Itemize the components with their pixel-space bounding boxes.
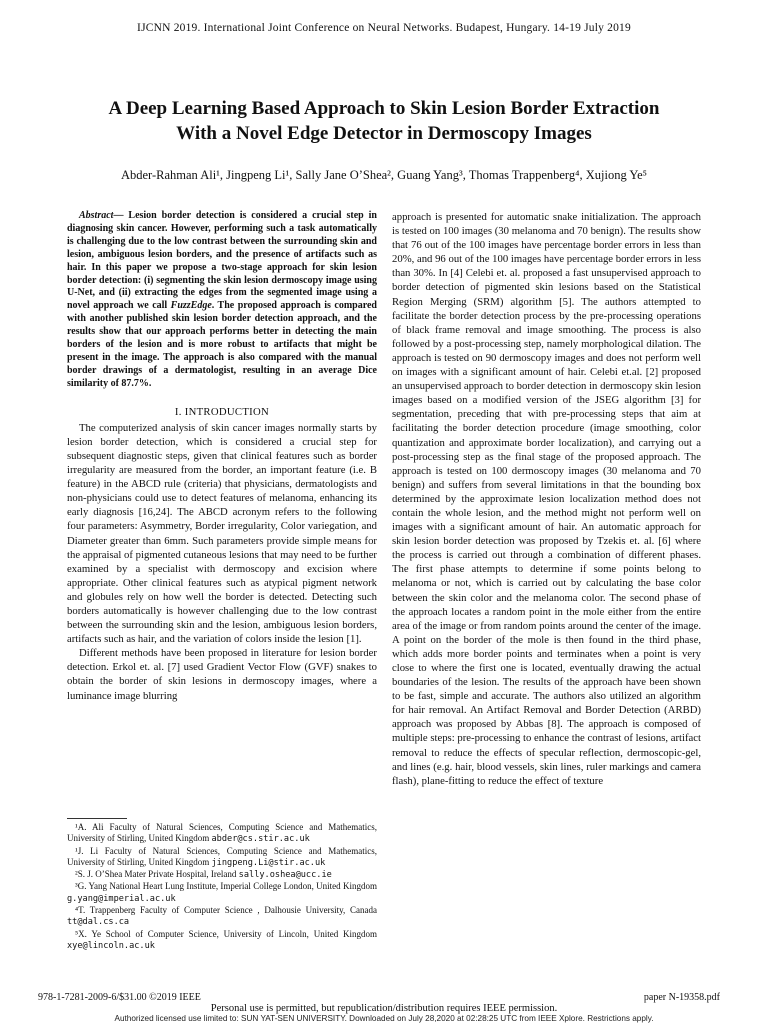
- email-link[interactable]: xye@lincoln.ac.uk: [67, 940, 155, 951]
- abstract-dash: —: [113, 210, 124, 221]
- footnote-rule: [67, 818, 127, 819]
- author-list: Abder-Rahman Ali¹, Jingpeng Li¹, Sally Jane O’Shea², Guang Yang³, Thomas Trappenberg⁴, Xujiong Ye⁵: [120, 168, 648, 182]
- footnote: ²S. J. O’Shea Mater Private Hospital, Ireland sally.oshea@ucc.ie: [75, 869, 332, 881]
- footnote: ⁴T. Trappenberg Faculty of Computer Science , Dalhousie University, Canada tt@dal.cs.ca: [67, 905, 377, 928]
- abstract-fuzzedge: FuzzEdge: [170, 300, 212, 312]
- abstract-text-1: Lesion border detection is considered a crucial step in diagnosing skin cancer. However, performing such a task automatically is challenging due to the low contrast between the surrounding skin and lesion, ambiguous lesion borders, and the presence of artifacts such as hair. In this paper we propose a two-stage approach for skin lesion border detection: (i) segmenting the skin lesion dermoscopy image using U-Net, and (ii) extracting the edges from the segmented image using a novel approach we call: [67, 210, 377, 312]
- right-column: [392, 210, 701, 788]
- footnote: ⁵X. Ye School of Computer Science, University of Lincoln, United Kingdom xye@lincoln.ac.uk: [67, 928, 377, 951]
- title-line-1: A Deep Learning Based Approach to Skin Lesion Border Extraction: [108, 98, 660, 119]
- paper-number: paper N-19358.pdf: [643, 992, 720, 1003]
- authorized-use-notice: Authorized licensed use limited to: SUN YAT-SEN UNIVERSITY. Downloaded on July 28,2020 at 02:28:25 UTC from IEEE Xplore. Restrictions apply.: [114, 1014, 654, 1023]
- intro-paragraph-1: The computerized analysis of skin cancer images normally starts by lesion border detection, which is considered a crucial step for subsequent diagnostic steps, given that clinical features such as border irregularity are measured from the border, an important feature (i.e. B feature) in the ABCD rule (criteria) that physicians, dermatologists and non-physicians could use to detect features of melanoma, enhancing its early diagnosis [16,24]. The ABCD acronym refers to the following four parameters: Asymmetry, Border irregularity, Color variegation, and Diameter greater than 6mm. Such parameters provide simple means for the appraisal of pigmented cutaneous lesions that may need to be further examined by a specialist with dermoscopy and excision where appropriate. Other clinical features such as atypical pigment network and globules rely on how well the border is detected. Detecting such borders automatically is however challenging due to the low contrast between the surrounding skin and the lesion, ambiguous lesion borders, artifacts such as hair, and the variation of colors inside the lesion [1].: [67, 421, 377, 646]
- intro-paragraph-2: Different methods have been proposed in literature for lesion border detection. Erkol et. al. [7] used Gradient Vector Flow (GVF) snakes to obtain the border of skin lesions in dermoscopy images, where a luminance image blurring: [67, 647, 377, 702]
- footnotes: [67, 822, 377, 952]
- abstract: [67, 210, 377, 391]
- title-line-2: With a Novel Edge Detector in Dermoscopy Images: [176, 123, 592, 144]
- footnote: ³G. Yang National Heart Lung Institute, Imperial College London, United Kingdom g.yang@imperial.ac.uk: [67, 881, 377, 904]
- email-link[interactable]: abder@cs.stir.ac.uk: [211, 834, 310, 845]
- paper-title: [40, 96, 728, 146]
- email-link[interactable]: tt@dal.cs.ca: [67, 917, 130, 928]
- email-link[interactable]: g.yang@imperial.ac.uk: [67, 893, 176, 904]
- abstract-text-2: . The proposed approach is compared with another published skin lesion border detection approach, and the results show that our approach performs better in detecting the main borders of the lesion and is more robust to artifacts that might be present in the image. The approach is also compared with the manual border drawings of a dermatologist, resulting in an average Dice similarity of 87.7%.: [67, 300, 377, 389]
- abstract-label: Abstract: [79, 210, 114, 221]
- isbn-copyright: 978-1-7281-2009-6/$31.00 ©2019 IEEE: [38, 992, 201, 1003]
- right-column-text: approach is presented for automatic snake initialization. The approach is tested on 100 images (30 melanoma and 70 benign). The results show that 76 out of the 100 images have percentage border errors in less than 20%, and 96 out of the 100 images have percentage border errors in less than 30%. In [4] Celebi et. al. proposed a fast unsupervised approach to border detection of pigmented skin lesions based on the Statistical Region Merging (SRM) algorithm [5]. The authors attempted to facilitate the border detection process by the pre-processing operations of black frame removal and image smoothing. The process is also followed by a post-processing step, namely morphological dilation. The approach is tested on 90 dermoscopy images and does not perform well on images with a significant amount of hair. Celebi et.al. [2] proposed an unsupervised approach to border detection in dermoscopy skin lesion images based on a modified version of the JSEG algorithm [3] for segmentation, preceding that with pre-processing steps that aim at facilitating the border detection procedure (image smoothing, color quantization and approximate border localization), and carrying out a post-processing step as the final stage of the proposed approach. The approach is tested on 100 dermoscopy images (30 melanoma and 70 benign) and suffers from several limitations in that the bounding box determined by the approximate lesion localization method does not contain the whole lesion, and the method might not perform well on images with a significant amount of hair. An automatic approach for skin lesion border detection was proposed by Tzekis et. al. [6] where the process is carried out through a combination of different phases. The first phase attempts to determine if some points belong to melanoma or not, which is carried out by calculating the base color between the skin color and the melanoma color. The second phase of the approach locates a random point in the mole either from the entire area of the image or from random points around the center of the image. A point on the border of the mole is then found in the third phase, which adds more border points and terminates when a point is very close to where the first one is located, eventually drawing the actual boundaries of the lesion. The results of the approach have been shown to be fast, simple and accurate. The authors also utilized an algorithm for hair removal. An Artifact Removal and Border Detection (ARBD) approach was proposed by Abbas [8]. The approach is composed of multiple steps: pre-processing to enhance the contrast of lesions, artifact removal to reduce the effects of specular reflection, dermoscopic-gel, and lines (e.g. hair, blood vessels, skin lines, ruler markings and camera flash), plane-fitting to reduce the effect of texture: [392, 211, 701, 787]
- left-column: [67, 210, 377, 703]
- permission-notice: Personal use is permitted, but republication/distribution requires IEEE permission.: [210, 1003, 558, 1014]
- conference-header: IJCNN 2019. International Joint Conference on Neural Networks. Budapest, Hungary. 14-19 July 2019: [137, 22, 631, 34]
- email-link[interactable]: sally.oshea@ucc.ie: [238, 870, 332, 881]
- footnote: ¹J. Li Faculty of Natural Sciences, Computing Science and Mathematics, University of Stirling, United Kingdom jingpeng.Li@stir.ac.uk: [67, 845, 377, 868]
- email-link[interactable]: jingpeng.Li@stir.ac.uk: [211, 857, 326, 868]
- section-heading-introduction: I. INTRODUCTION: [174, 405, 270, 418]
- footnote: ¹A. Ali Faculty of Natural Sciences, Computing Science and Mathematics, University of Stirling, United Kingdom abder@cs.stir.ac.uk: [67, 822, 377, 845]
